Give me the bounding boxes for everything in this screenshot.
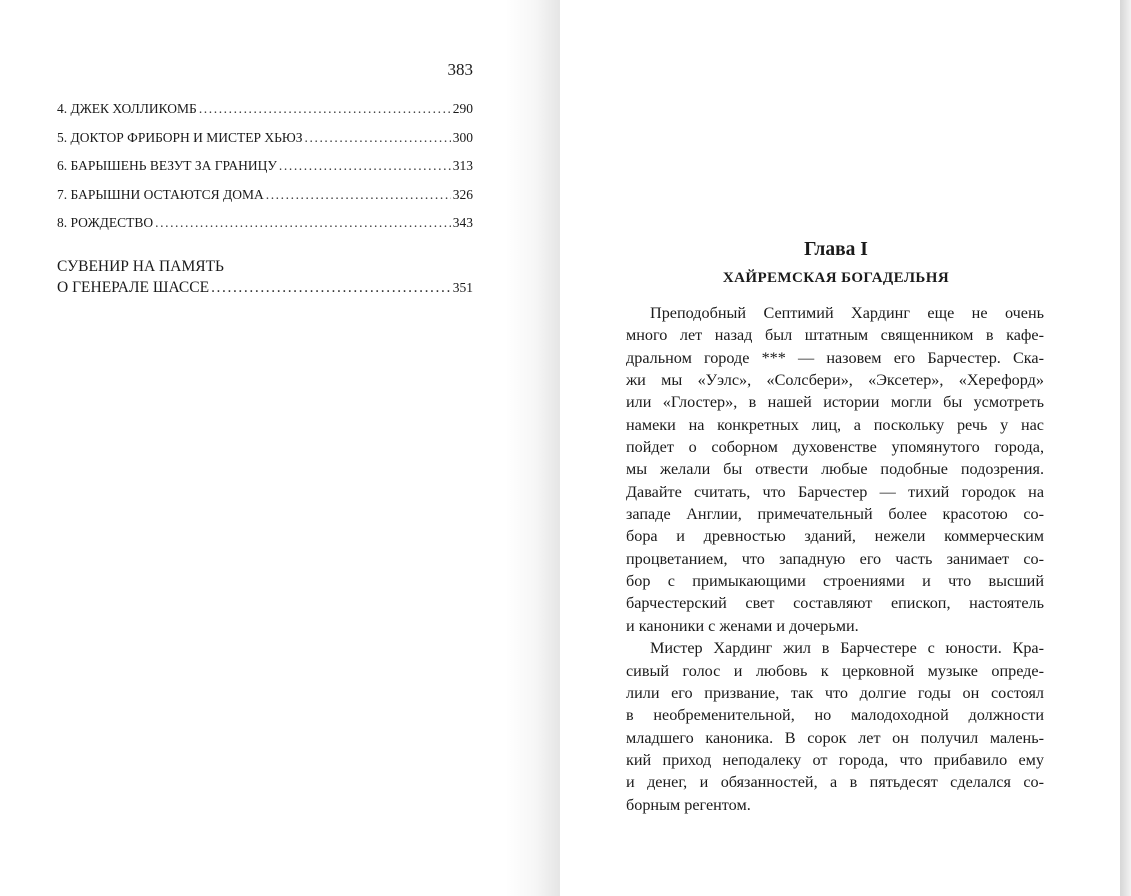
gutter-shadow	[1120, 0, 1131, 896]
toc-entry-page: 313	[452, 158, 473, 173]
toc-entry-page: 326	[452, 186, 473, 202]
text-line: бора и древностью зданий, нежели коммерческим	[626, 527, 1044, 546]
toc-souvenir-entry	[57, 258, 473, 297]
text-line: кий приход неподалеку от города, что прибавило ему	[626, 750, 1044, 769]
table-of-contents	[57, 101, 473, 244]
text-line: лили его призвание, так что долгие годы он состоял	[626, 683, 1044, 702]
toc-entry-title: 7. БАРЫШНИ ОСТАЮТСЯ ДОМА	[57, 186, 264, 202]
text-line: много лет назад был штатным священником в кафе-	[626, 326, 1044, 345]
toc-entry-page: 343	[452, 215, 473, 230]
text-line: Давайте считать, что Барчестер — тихий городок на	[626, 482, 1044, 501]
text-line: Мистер Хардинг жил в Барчестере с юности. Кра-	[650, 639, 1044, 658]
toc-dot-leader	[305, 130, 451, 146]
gutter-shadow	[505, 0, 560, 896]
toc-souvenir-page: 351	[452, 280, 473, 295]
toc-dot-leader	[155, 215, 451, 231]
toc-souvenir-row	[57, 279, 473, 297]
text-line: дральном городе *** — назовем его Барчестер. Ска-	[626, 348, 1044, 367]
toc-entry	[57, 187, 473, 216]
left-page	[0, 0, 560, 896]
text-line: барчестерский свет составляют епископ, настоятель	[626, 594, 1044, 613]
text-line: жи мы «Уэлс», «Солсбери», «Эксетер», «Херефорд»	[626, 371, 1044, 390]
toc-dot-leader	[266, 187, 451, 203]
text-line: пойдет о соборном духовенстве упомянутого города,	[626, 438, 1044, 457]
text-line: процветанием, что западную его часть занимает со-	[626, 549, 1044, 568]
toc-entry	[57, 130, 473, 159]
toc-entry-title: 4. ДЖЕК ХОЛЛИКОМБ	[57, 101, 197, 116]
toc-entry-title: 8. РОЖДЕСТВО	[57, 215, 154, 230]
text-line: борным регентом.	[626, 795, 751, 814]
text-line: сивый голос и любовь к церковной музыке опреде-	[626, 661, 1044, 680]
toc-dot-leader	[279, 158, 451, 174]
chapter-title: ХАЙРЕМСКАЯ БОГАДЕЛЬНЯ	[722, 270, 950, 286]
toc-dot-leader	[199, 101, 451, 117]
toc-entry	[57, 158, 473, 187]
text-line: или «Глостер», в нашей истории могли бы усмотреть	[626, 393, 1044, 412]
text-line: западе Англии, примечательный более красотою со-	[626, 505, 1044, 524]
toc-souvenir-title-line1: СУВЕНИР НА ПАМЯТЬ	[57, 258, 224, 275]
text-line: младшего каноника. В сорок лет он получил малень-	[626, 728, 1044, 747]
toc-entry	[57, 101, 473, 130]
toc-entry-title: 5. ДОКТОР ФРИБОРН И МИСТЕР ХЬЮЗ	[57, 129, 303, 145]
toc-dot-leader	[211, 279, 451, 297]
page-number: 383	[447, 60, 473, 79]
toc-entry-page: 290	[452, 101, 473, 116]
text-line: бор с примыкающими строениями и что высший	[626, 572, 1044, 591]
text-line: Преподобный Септимий Хардинг еще не очень	[650, 304, 1044, 322]
text-line: мы желали бы отвести любые подобные подозрения.	[626, 460, 1044, 479]
toc-entry-page: 300	[452, 129, 473, 145]
toc-entry-title: 6. БАРЫШЕНЬ ВЕЗУТ ЗА ГРАНИЦУ	[57, 158, 277, 173]
toc-souvenir-title-line2: О ГЕНЕРАЛЕ ШАССЕ	[57, 279, 210, 296]
text-line: и денег, и обязанностей, а в пятьдесят сделался со-	[626, 773, 1044, 792]
chapter-body-text	[626, 302, 1044, 816]
toc-entry	[57, 215, 473, 244]
text-line: намеки на конкретных лиц, а поскольку речь у нас	[626, 415, 1044, 434]
text-line: в необременительной, но малодоходной должности	[626, 706, 1044, 725]
text-line: и каноники с женами и дочерьми.	[626, 616, 859, 635]
chapter-number: Глава I	[804, 239, 868, 260]
